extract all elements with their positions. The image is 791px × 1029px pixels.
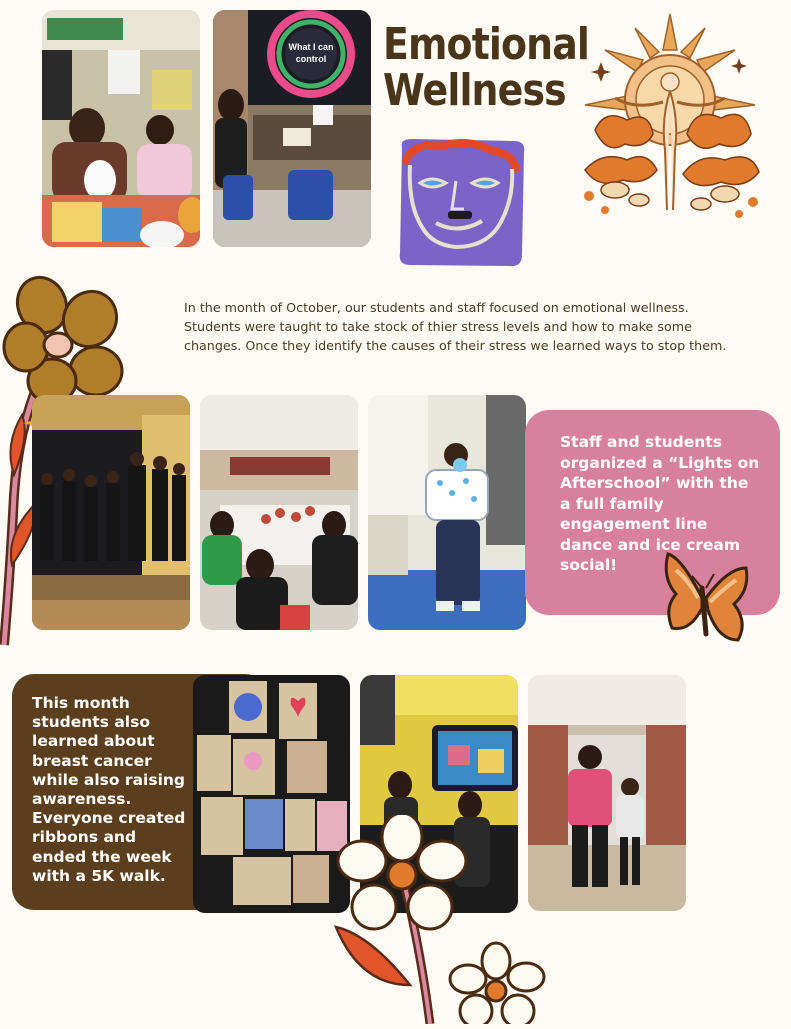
photo-what-i-can-control [213, 10, 371, 247]
intro-paragraph: In the month of October, our students and staff focused on emotional wellness. Students were taught to take stock of thier stress levels and how to make some changes. Once they identify the causes of their stress we learned ways to stop them. [184, 300, 727, 353]
sign-text-line2: control [295, 54, 327, 64]
photo-painted-ribbon-boards [193, 675, 350, 913]
lights-on-text: Staff and students organized a “Lights on Afterschool” with the a full family engagement line dance and ice cream social! [560, 433, 760, 574]
butterfly-illustration [662, 548, 750, 646]
title-line-2: Wellness [383, 65, 566, 116]
clay-face-artwork [392, 135, 530, 270]
photo-cafeteria-families [200, 395, 358, 630]
title-line-1: Emotional [383, 19, 590, 70]
sign-text-line1: What I can [288, 42, 334, 52]
photo-student-with-artwork [368, 395, 526, 630]
sun-goddess-illustration [575, 10, 765, 225]
photo-line-dance-stage [32, 395, 190, 630]
photo-family-hallway [528, 675, 686, 911]
bottom-flowers-illustration [330, 815, 550, 1024]
page-title [383, 19, 590, 116]
photo-mask-painting [42, 10, 200, 247]
breast-cancer-text: This month students also learned about breast cancer while also raising awareness. Everyone created ribbons and ended the week with a 5K walk. [32, 694, 186, 885]
